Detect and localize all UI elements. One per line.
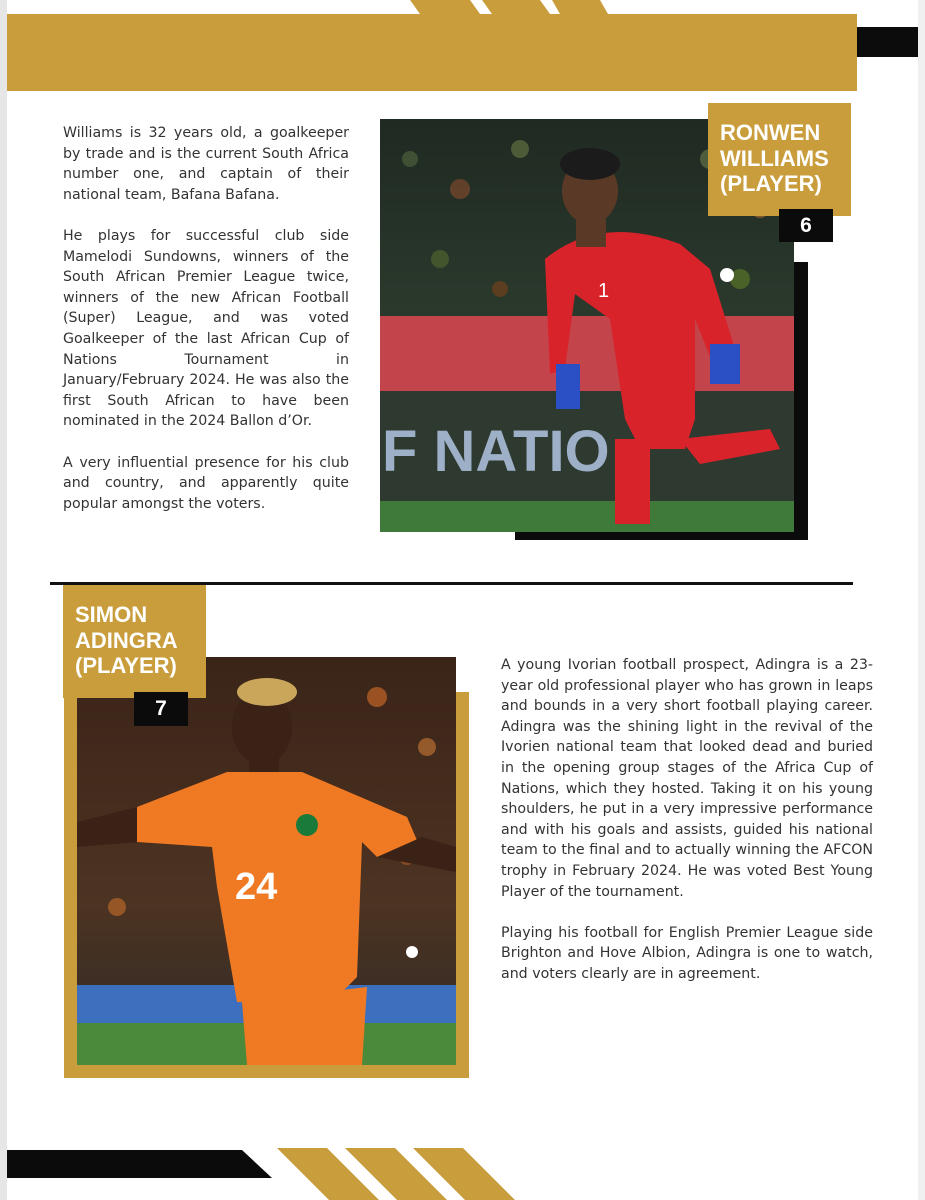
header-gold-bar — [7, 14, 857, 91]
player-2-shirt-number: 24 — [235, 866, 278, 908]
player-2-name-line: SIMON — [75, 602, 148, 627]
player-1-name-box — [708, 103, 851, 216]
player-2-name-line: (PLAYER) — [75, 653, 177, 678]
player-1-paragraph: He plays for successful club side Mamelodi Sundowns, winners of the South African Premier League twice, winners of the new African Football (Super) League, and was voted Goalkeeper of the last African Cup of Nations Tournament in January/February 2024. He was also the first South African to have been nominated in the 2024 Ballon d’Or. — [63, 227, 349, 430]
player-2-paragraph: A young Ivorian football prospect, Adingra is a 23-year old professional player who has grown in leaps and bounds in a very short football playing career. Adingra was the shining light in the revival of the Ivorien national team that looked dead and buried in the opening group stages of the Africa Cup of Nations, which they hosted. Taking it on his young shoulders, he put in a very impressive performance and with his goals and assists, guided his national team to the final and to actually winning the AFCON trophy in February 2024. He was voted Best Young Player of the tournament. — [501, 657, 873, 900]
player-2-name-line: ADINGRA — [75, 627, 178, 653]
stadium-board-text: F NATIO — [382, 419, 610, 484]
player-2-paragraph: Playing his football for English Premier League side Brighton and Hove Albion, Adingra is one to watch, and voters clearly are in agreement. — [501, 924, 873, 982]
player-1-name-line: RONWEN — [720, 120, 821, 145]
player-1-name-line: WILLIAMS — [720, 145, 829, 171]
player-1-paragraph: Williams is 32 years old, a goalkeeper by trade and is the current South Africa number one, and captain of their national team, Bafana Bafana. — [63, 125, 349, 203]
player-2-name-box — [63, 585, 206, 698]
footer-decoration — [7, 1140, 918, 1200]
player-1-name-line: (PLAYER) — [720, 171, 822, 196]
keeper-shirt-number: 1 — [598, 280, 610, 302]
player-2-rank-number: 7 — [134, 692, 188, 726]
player-1-bio — [63, 123, 349, 535]
player-2-bio — [501, 655, 873, 1005]
page-edge-left — [0, 0, 7, 1200]
top-stripes-decoration — [400, 0, 630, 14]
header-black-tab — [857, 27, 918, 57]
player-1-rank-number: 6 — [779, 209, 833, 242]
page-edge-right — [918, 0, 925, 1200]
player-1-paragraph: A very influential presence for his club and country, and apparently quite popular amongst the voters. — [63, 454, 349, 512]
